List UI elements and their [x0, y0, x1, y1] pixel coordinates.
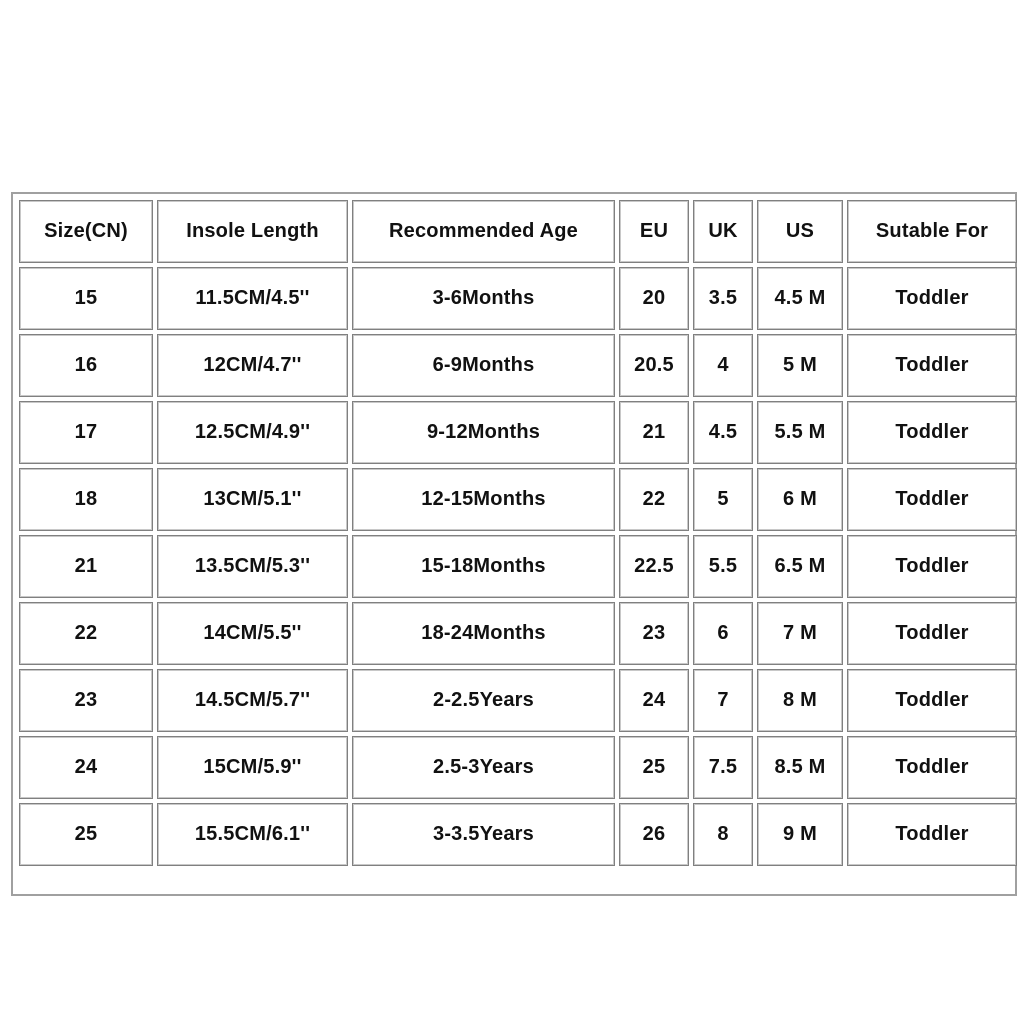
cell-size-cn: 22 — [19, 602, 153, 665]
cell-uk: 7.5 — [693, 736, 753, 799]
cell-suitable-for: Toddler — [847, 736, 1017, 799]
cell-insole-length: 12.5CM/4.9'' — [157, 401, 348, 464]
cell-insole-length: 15CM/5.9'' — [157, 736, 348, 799]
cell-recommended-age: 3-3.5Years — [352, 803, 615, 866]
table-row — [19, 334, 1017, 397]
cell-us: 6 M — [757, 468, 843, 531]
cell-eu: 26 — [619, 803, 689, 866]
cell-us: 6.5 M — [757, 535, 843, 598]
cell-size-cn: 16 — [19, 334, 153, 397]
table-row — [19, 401, 1017, 464]
cell-uk: 4.5 — [693, 401, 753, 464]
header-uk: UK — [693, 200, 753, 263]
cell-suitable-for: Toddler — [847, 535, 1017, 598]
cell-uk: 4 — [693, 334, 753, 397]
cell-eu: 24 — [619, 669, 689, 732]
table-row — [19, 736, 1017, 799]
cell-recommended-age: 6-9Months — [352, 334, 615, 397]
cell-uk: 3.5 — [693, 267, 753, 330]
cell-us: 5.5 M — [757, 401, 843, 464]
header-size-cn: Size(CN) — [19, 200, 153, 263]
table-row — [19, 669, 1017, 732]
cell-eu: 25 — [619, 736, 689, 799]
cell-size-cn: 17 — [19, 401, 153, 464]
cell-suitable-for: Toddler — [847, 468, 1017, 531]
cell-us: 8.5 M — [757, 736, 843, 799]
cell-us: 7 M — [757, 602, 843, 665]
cell-eu: 21 — [619, 401, 689, 464]
cell-recommended-age: 12-15Months — [352, 468, 615, 531]
header-eu: EU — [619, 200, 689, 263]
cell-size-cn: 18 — [19, 468, 153, 531]
cell-size-cn: 23 — [19, 669, 153, 732]
cell-recommended-age: 9-12Months — [352, 401, 615, 464]
table-row — [19, 602, 1017, 665]
cell-insole-length: 14CM/5.5'' — [157, 602, 348, 665]
header-suitable-for: Sutable For — [847, 200, 1017, 263]
cell-size-cn: 24 — [19, 736, 153, 799]
cell-eu: 22.5 — [619, 535, 689, 598]
table-row — [19, 803, 1017, 866]
cell-us: 9 M — [757, 803, 843, 866]
cell-uk: 5.5 — [693, 535, 753, 598]
cell-uk: 5 — [693, 468, 753, 531]
cell-suitable-for: Toddler — [847, 401, 1017, 464]
cell-eu: 20.5 — [619, 334, 689, 397]
cell-size-cn: 21 — [19, 535, 153, 598]
header-us: US — [757, 200, 843, 263]
cell-uk: 7 — [693, 669, 753, 732]
cell-recommended-age: 18-24Months — [352, 602, 615, 665]
cell-eu: 20 — [619, 267, 689, 330]
size-chart-table — [15, 196, 1021, 870]
cell-us: 4.5 M — [757, 267, 843, 330]
cell-size-cn: 15 — [19, 267, 153, 330]
cell-suitable-for: Toddler — [847, 669, 1017, 732]
table-header-row — [19, 200, 1017, 263]
cell-size-cn: 25 — [19, 803, 153, 866]
table-row — [19, 267, 1017, 330]
cell-insole-length: 11.5CM/4.5'' — [157, 267, 348, 330]
cell-uk: 8 — [693, 803, 753, 866]
cell-recommended-age: 2.5-3Years — [352, 736, 615, 799]
cell-insole-length: 13.5CM/5.3'' — [157, 535, 348, 598]
cell-eu: 22 — [619, 468, 689, 531]
cell-us: 8 M — [757, 669, 843, 732]
cell-recommended-age: 3-6Months — [352, 267, 615, 330]
cell-insole-length: 14.5CM/5.7'' — [157, 669, 348, 732]
cell-suitable-for: Toddler — [847, 267, 1017, 330]
cell-us: 5 M — [757, 334, 843, 397]
header-insole-length: Insole Length — [157, 200, 348, 263]
cell-insole-length: 13CM/5.1'' — [157, 468, 348, 531]
table-row — [19, 535, 1017, 598]
cell-eu: 23 — [619, 602, 689, 665]
cell-suitable-for: Toddler — [847, 602, 1017, 665]
table-row — [19, 468, 1017, 531]
header-recommended-age: Recommended Age — [352, 200, 615, 263]
cell-suitable-for: Toddler — [847, 334, 1017, 397]
cell-recommended-age: 2-2.5Years — [352, 669, 615, 732]
cell-insole-length: 15.5CM/6.1'' — [157, 803, 348, 866]
size-chart-container — [11, 192, 1017, 896]
cell-recommended-age: 15-18Months — [352, 535, 615, 598]
cell-insole-length: 12CM/4.7'' — [157, 334, 348, 397]
cell-uk: 6 — [693, 602, 753, 665]
cell-suitable-for: Toddler — [847, 803, 1017, 866]
